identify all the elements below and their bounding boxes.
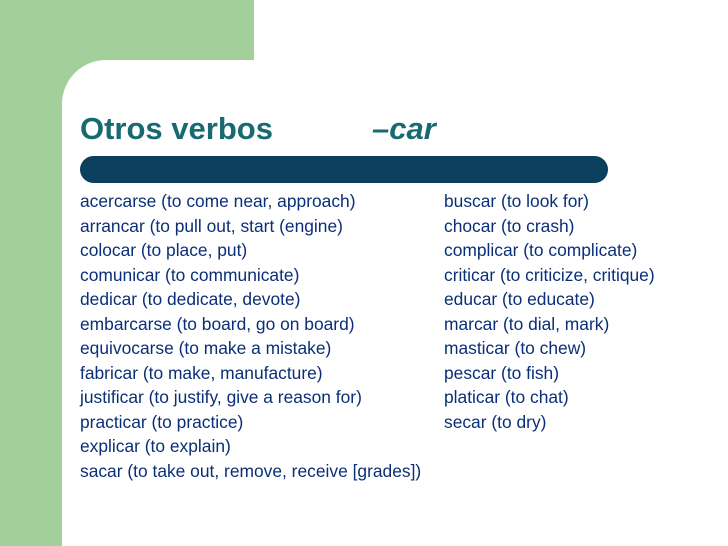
verb-item: complicar (to complicate)	[444, 240, 638, 260]
verb-item: chocar (to crash)	[444, 215, 575, 236]
verb-item: embarcarse (to board, go on board)	[80, 313, 355, 334]
title-underline-bar	[80, 156, 608, 183]
verb-item: justificar (to justify, give a reason for)	[80, 387, 362, 407]
verb-item: acercarse (to come near, approach)	[80, 191, 356, 211]
verb-item: educar (to educate)	[444, 289, 595, 309]
verb-list-right	[444, 189, 655, 434]
slide-title: Otros verbos	[80, 111, 273, 146]
verb-list-left	[80, 189, 421, 483]
verb-item: equivocarse (to make a mistake)	[80, 338, 332, 358]
verb-item: criticar (to criticize, critique)	[444, 264, 655, 285]
verb-item: dedicar (to dedicate, devote)	[80, 289, 301, 309]
verb-item: colocar (to place, put)	[80, 240, 248, 260]
verb-item: explicar (to explain)	[80, 436, 231, 456]
verb-item: practicar (to practice)	[80, 411, 244, 432]
verb-item: fabricar (to make, manufacture)	[80, 362, 323, 383]
verb-item: comunicar (to communicate)	[80, 264, 300, 285]
verb-item: pescar (to fish)	[444, 362, 560, 383]
verb-item: buscar (to look for)	[444, 191, 589, 211]
verb-item: platicar (to chat)	[444, 387, 569, 407]
verb-item: arrancar (to pull out, start (engine)	[80, 215, 343, 236]
verb-item: sacar (to take out, remove, receive [grades])	[80, 460, 422, 481]
verb-item: secar (to dry)	[444, 411, 547, 432]
verb-item: masticar (to chew)	[444, 338, 587, 358]
verb-item: marcar (to dial, mark)	[444, 313, 610, 334]
slide-title-suffix: –car	[372, 111, 436, 146]
